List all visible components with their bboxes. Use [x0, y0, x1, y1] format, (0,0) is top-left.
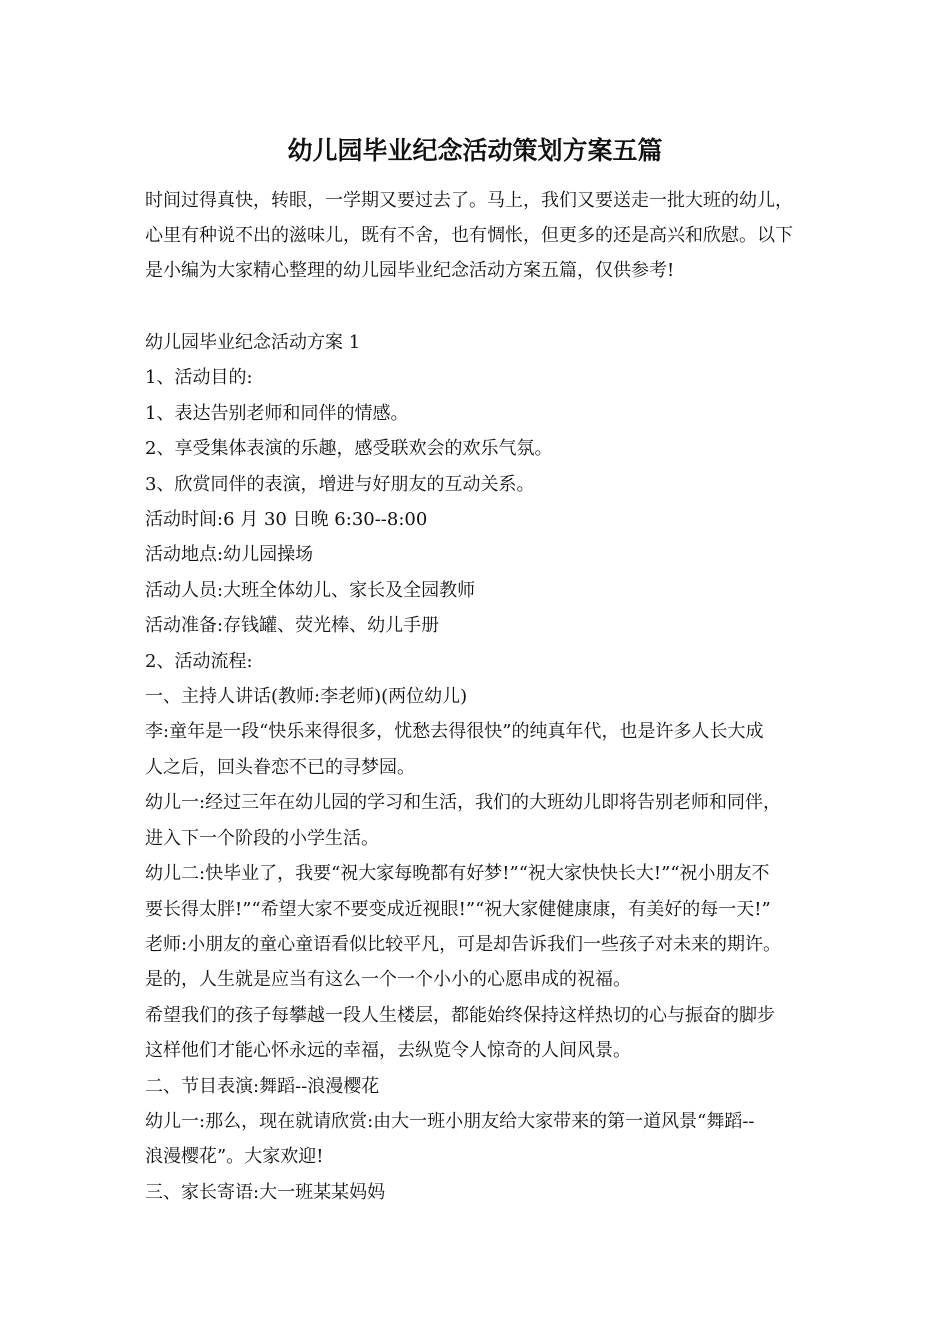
- text-line: 老师:小朋友的童心童语看似比较平凡，可是却告诉我们一些孩子对未来的期许。: [145, 933, 782, 955]
- document-body: [145, 183, 807, 1210]
- text-line: 一、主持人讲话(教师:李老师)(两位幼儿): [145, 686, 468, 708]
- section-heading: 幼儿园毕业纪念活动方案 1: [145, 332, 361, 353]
- text-line: 活动人员:大班全体幼儿、家长及全园教师: [145, 579, 476, 601]
- plan-section: [145, 325, 807, 1210]
- text-line: 进入下一个阶段的小学生活。: [145, 827, 379, 849]
- text-line: 活动准备:存钱罐、荧光棒、幼儿手册: [145, 615, 440, 637]
- text-line: 幼儿二:快毕业了，我要“祝大家每晚都有好梦!”“祝大家快快长大!”“祝小朋友不: [145, 863, 770, 885]
- text-line: 李:童年是一段“快乐来得很多，忧愁去得很快”的纯真年代，也是许多人长大成: [145, 721, 764, 743]
- text-line: 1、表达告别老师和同伴的情感。: [145, 402, 409, 424]
- text-line: 希望我们的孩子每攀越一段人生楼层，都能始终保持这样热切的心与振奋的脚步: [145, 1004, 775, 1026]
- intro-line: 是小编为大家精心整理的幼儿园毕业纪念活动方案五篇，仅供参考!: [145, 260, 675, 281]
- text-line: 2、活动流程:: [145, 650, 253, 672]
- text-line: 3、欣赏同伴的表演，增进与好朋友的互动关系。: [145, 473, 535, 495]
- text-line: 三、家长寄语:大一班某某妈妈: [145, 1181, 386, 1203]
- text-line: 活动时间:6 月 30 日晚 6:30--8:00: [145, 509, 428, 531]
- paragraph-spacer: [145, 288, 807, 325]
- text-line: 二、节目表演:舞蹈--浪漫樱花: [145, 1075, 380, 1097]
- text-line: 2、享受集体表演的乐趣，感受联欢会的欢乐气氛。: [145, 438, 553, 460]
- intro-paragraph: [145, 183, 807, 288]
- text-line: 1、活动目的:: [145, 367, 253, 389]
- text-line: 是的，人生就是应当有这么一个一个小小的心愿串成的祝福。: [145, 969, 631, 991]
- text-line: 幼儿一:经过三年在幼儿园的学习和生活，我们的大班幼儿即将告别老师和同伴，: [145, 792, 782, 814]
- text-line: 幼儿一:那么，现在就请欣赏:由大一班小朋友给大家带来的第一道风景“舞蹈--: [145, 1110, 755, 1132]
- text-line: 人之后，回头眷恋不已的寻梦园。: [145, 756, 415, 778]
- text-line: 活动地点:幼儿园操场: [145, 544, 314, 566]
- text-line: 浪漫樱花”。大家欢迎!: [145, 1146, 324, 1168]
- text-line: 要长得太胖!”“希望大家不要变成近视眼!”“祝大家健健康康，有美好的每一天!”: [145, 898, 771, 920]
- text-line: 这样他们才能心怀永远的幸福，去纵览令人惊奇的人间风景。: [145, 1040, 631, 1062]
- document-title: 幼儿园毕业纪念活动策划方案五篇: [287, 136, 663, 165]
- intro-line: 心里有种说不出的滋味儿，既有不舍，也有惆怅，但更多的还是高兴和欣慰。以下: [145, 225, 793, 246]
- intro-line: 时间过得真快，转眼，一学期又要过去了。马上，我们又要送走一批大班的幼儿，: [145, 190, 793, 211]
